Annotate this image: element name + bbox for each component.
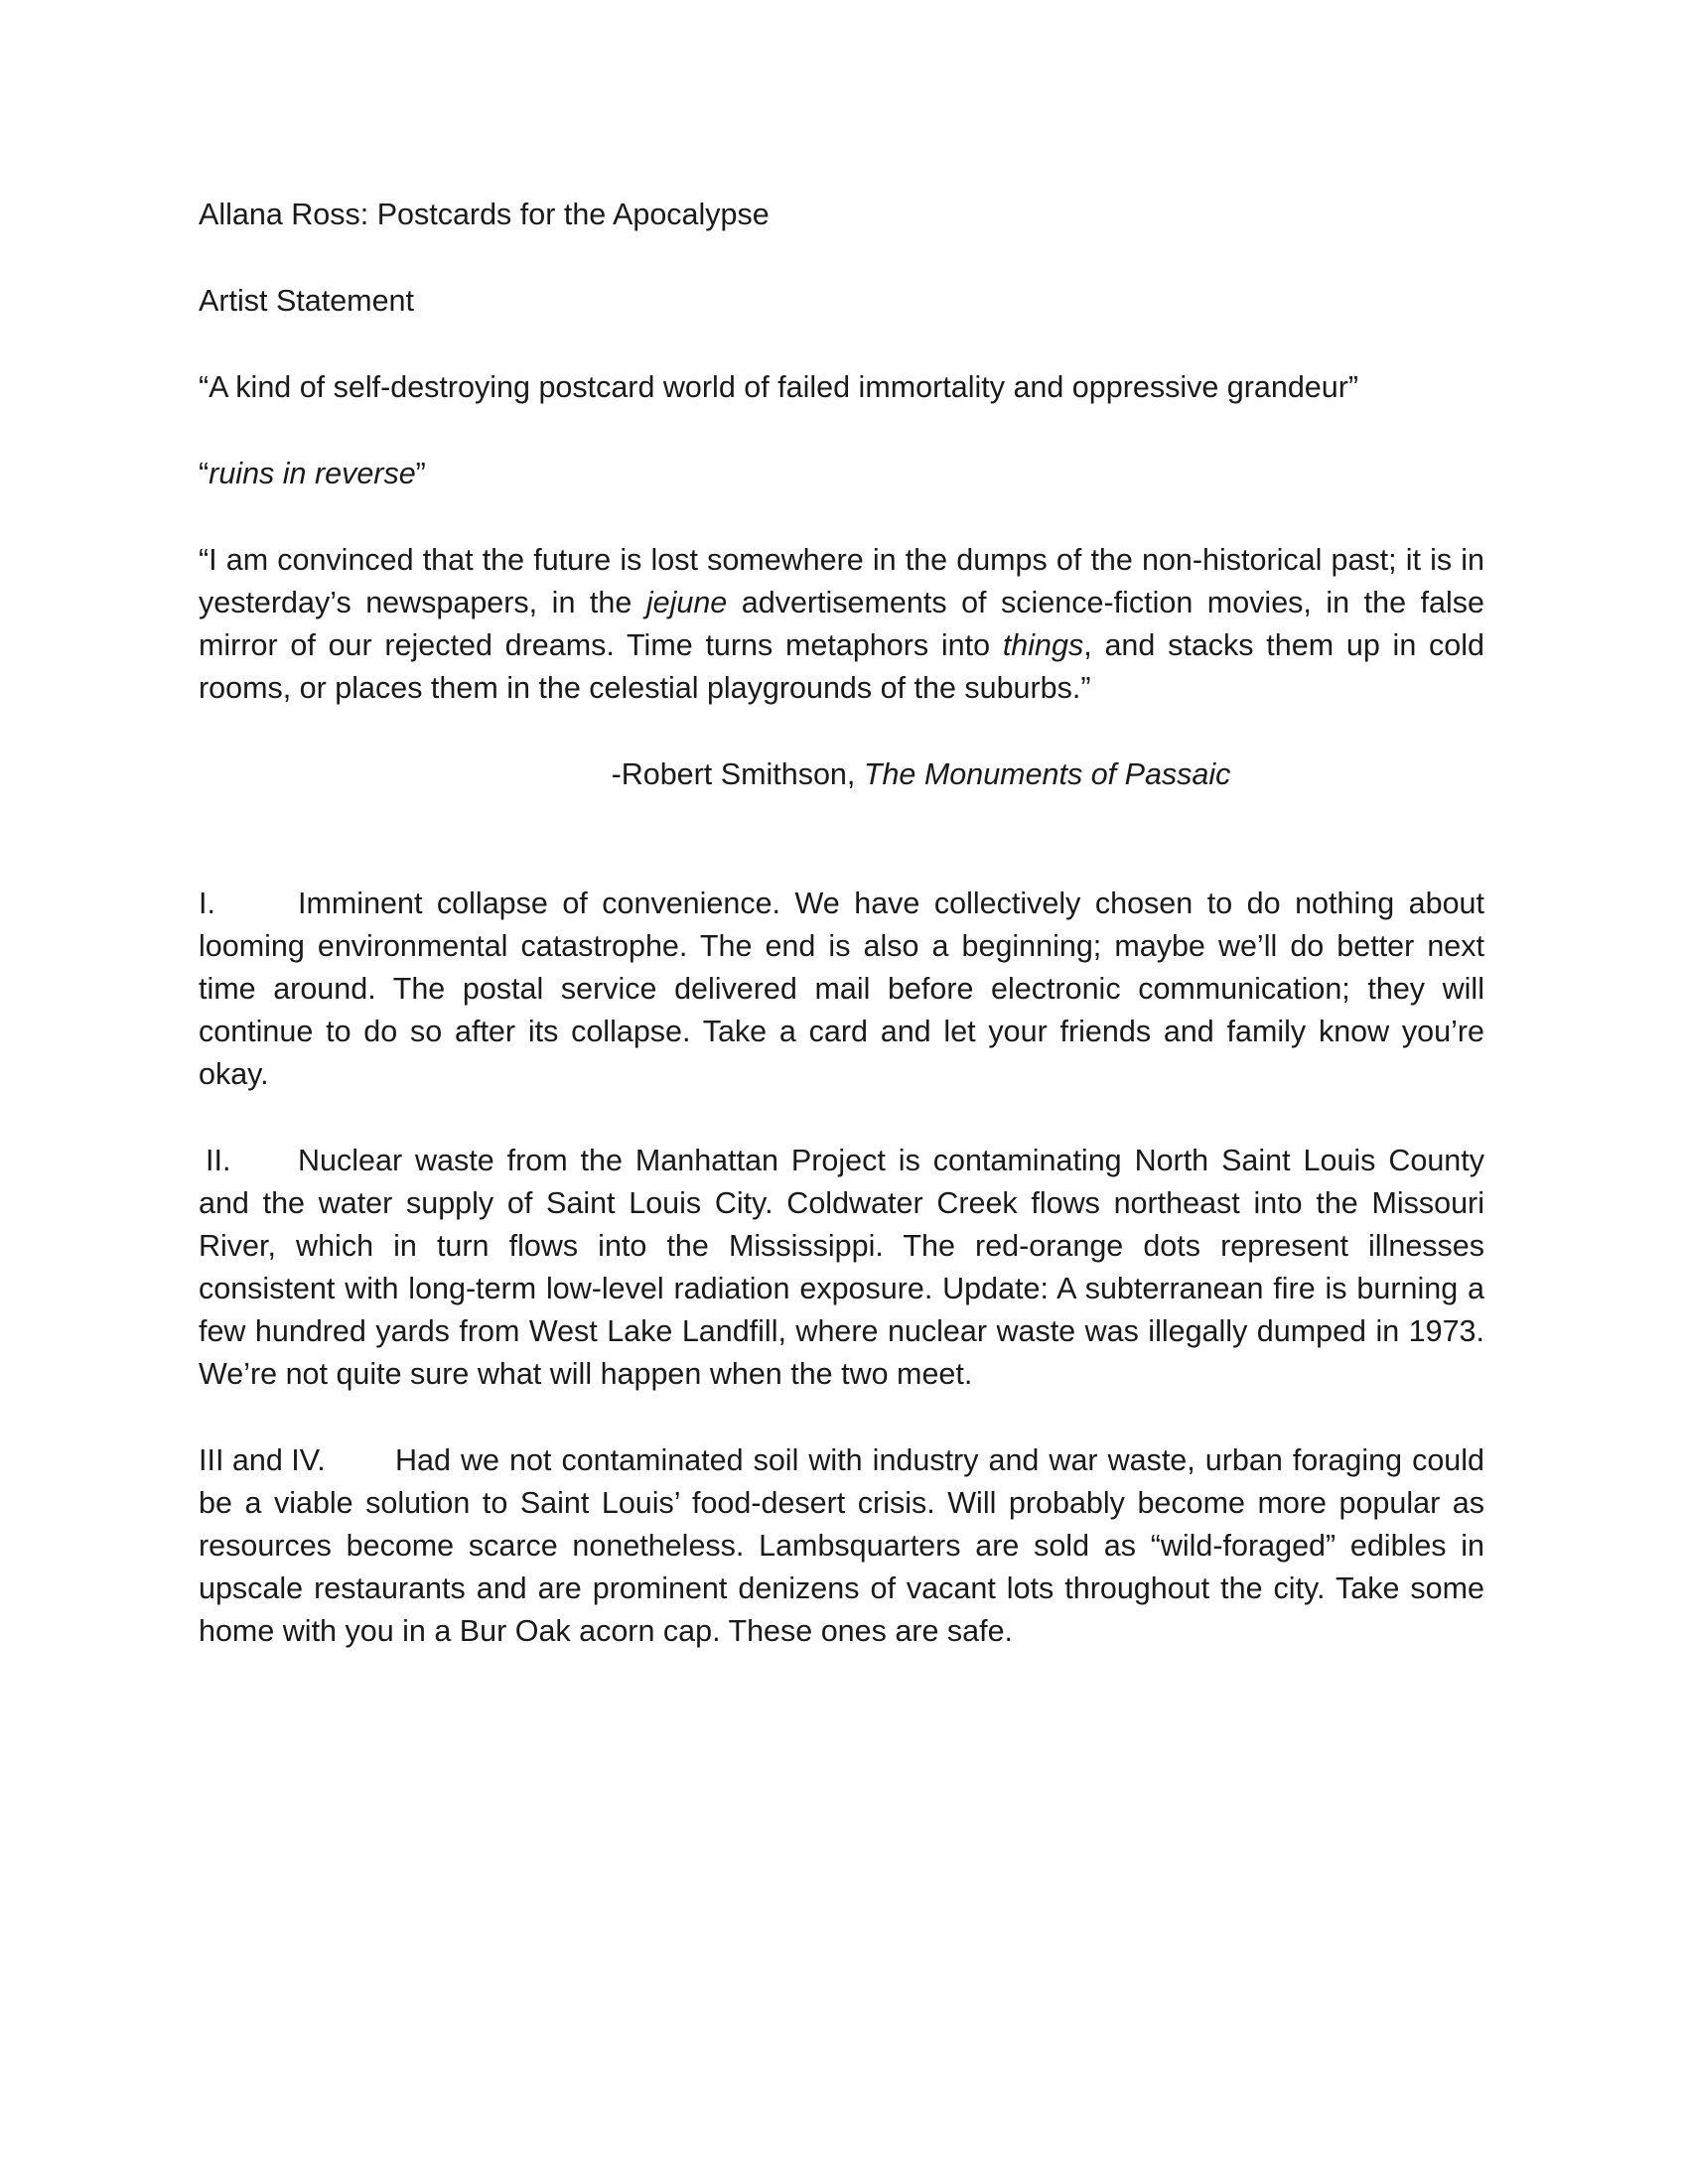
quote-part-1: “I am convinced that the future is lost somewhere in the dumps of the non-historical past; it is in yesterday’s newspapers, in the (199, 543, 1484, 619)
quote-part-2: advertisements of science-fiction movies, in the false mirror of our rejected dreams. Time turns metaphors into (199, 586, 1484, 662)
quote-open-mark: “ (199, 457, 210, 490)
quote-italic-jejune: jejune (645, 586, 728, 619)
section-1 (199, 883, 1484, 1096)
quote-smithson (199, 539, 1484, 710)
attribution-work: The Monuments of Passaic (863, 757, 1231, 791)
section-number: III and IV. (199, 1443, 326, 1477)
attribution-author: -Robert Smithson, (611, 757, 864, 791)
document-title: Allana Ross: Postcards for the Apocalypse (199, 198, 770, 231)
document-page (199, 194, 1484, 1697)
section-text: Imminent collapse of convenience. We have collectively chosen to do nothing about looming environmental catastrophe. The end is also a beginning; maybe we’ll do better next time around. The postal service delivered mail before electronic communication; they will continue to do so after its collapse. Take a card and let your friends and family know you’re okay. (199, 887, 1484, 1091)
section-number: II. (206, 1144, 231, 1177)
quote-ruins-in-reverse (199, 453, 1484, 495)
section-text: Nuclear waste from the Manhattan Project is contaminating North Saint Louis County and the water supply of Saint Louis City. Coldwater Creek flows northeast into the Missouri River, which in turn flows into the Mississippi. The red-orange dots represent illnesses consistent with long-term low-level radiation exposure. Update: A subterranean fire is burning a few hundred yards from West Lake Landfill, where nuclear waste was illegally dumped in 1973. We’re not quite sure what will happen when the two meet. (199, 1144, 1484, 1391)
section-3-4 (199, 1439, 1484, 1653)
section-number: I. (199, 887, 215, 920)
quote-attribution (199, 753, 1484, 796)
quote-self-destroying: “A kind of self-destroying postcard world of failed immortality and oppressive grandeur” (199, 370, 1359, 404)
quote-part-3: , and stacks them up in cold rooms, or places them in the celestial playgrounds of the suburbs.” (199, 628, 1484, 705)
statement-label: Artist Statement (199, 284, 414, 318)
section-text: Had we not contaminated soil with industry and war waste, urban foraging could be a viable solution to Saint Louis’ food-desert crisis. Will probably become more popular as resources become scarce nonetheless. Lambsquarters are sold as “wild-foraged” edibles in upscale restaurants and are prominent denizens of vacant lots throughout the city. Take some home with you in a Bur Oak acorn cap. These ones are safe. (199, 1443, 1484, 1648)
quote-italic-text: ruins in reverse (209, 457, 416, 490)
quote-italic-things: things (1002, 628, 1084, 662)
section-2 (199, 1140, 1484, 1396)
quote-close-mark: ” (415, 457, 426, 490)
